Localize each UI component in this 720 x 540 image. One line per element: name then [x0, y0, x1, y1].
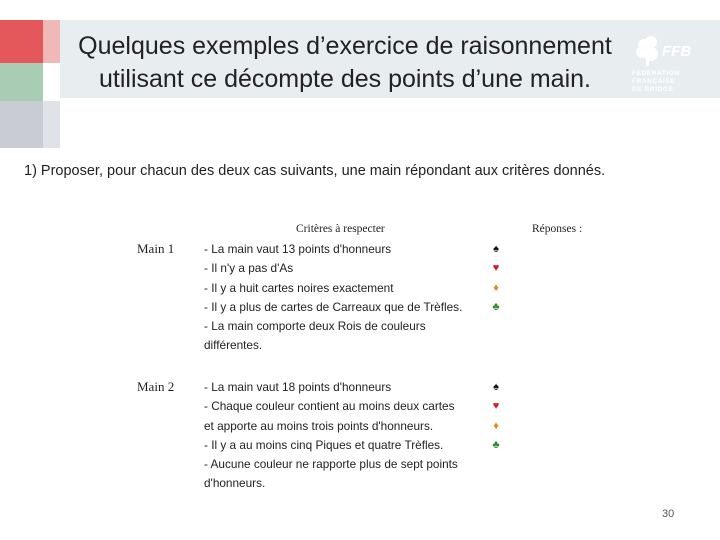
decor-gray-square — [0, 101, 43, 148]
criteria-line: - La main vaut 13 points d'honneurs — [204, 242, 392, 256]
club-icon: ♣ — [492, 300, 500, 313]
heart-icon: ♥ — [492, 262, 500, 275]
logo-line-3: DE BRIDGE — [632, 86, 674, 93]
heart-icon: ♥ — [492, 400, 500, 413]
main-1-label: Main 1 — [137, 241, 175, 256]
diamond-icon: ♦ — [493, 419, 499, 432]
spade-icon: ♠ — [493, 243, 499, 255]
ffb-logo — [628, 32, 708, 94]
main-1-criteria — [204, 240, 489, 356]
criteria-line: - Il y a huit cartes noires exactement — [204, 280, 394, 295]
question-text: 1) Proposer, pour chacun des deux cas suivants, une main répondant aux critères donnés. — [24, 163, 606, 179]
page-number: 30 — [662, 508, 675, 520]
criteria-line: - Chaque couleur contient au moins deux cartes — [204, 399, 455, 414]
criteria-line: - Il n'y a pas d'As — [204, 261, 294, 276]
decor-gray-strip — [43, 101, 60, 148]
logo-line-2: FRANÇAISE — [632, 78, 676, 85]
criteria-line: et apporte au moins trois points d'honneurs. — [204, 418, 434, 433]
criteria-line: - Il y a plus de cartes de Carreaux que de Trèfles. — [204, 299, 463, 314]
criteria-line: différentes. — [204, 338, 263, 353]
decor-pink-strip — [43, 20, 60, 63]
criteria-line: - La main vaut 18 points d'honneurs — [204, 380, 392, 394]
main-2-label: Main 2 — [137, 379, 175, 394]
answers-header: Réponses : — [532, 223, 583, 235]
club-icon: ♣ — [492, 438, 500, 451]
logo-mark-text: FFB — [662, 43, 692, 60]
diamond-icon: ♦ — [493, 281, 499, 294]
criteria-line: - Aucune couleur ne rapporte plus de sept points — [204, 457, 458, 472]
logo-line-1: FEDERATION — [632, 70, 680, 77]
criteria-line: d'honneurs. — [204, 476, 266, 491]
slide-title — [60, 30, 630, 96]
main-2-suits — [489, 378, 503, 455]
criteria-line: - La main comporte deux Rois de couleurs — [204, 319, 426, 334]
slide-title-line-2: utilisant ce décompte des points d’une main. — [99, 65, 591, 93]
slide-title-line-1: Quelques exemples d’exercice de raisonnement — [78, 32, 612, 60]
criteria-line: - Il y a au moins cinq Piques et quatre Trèfles. — [204, 437, 444, 452]
ffb-logo-icon — [632, 34, 704, 68]
main-1-suits — [489, 240, 503, 317]
main-2-criteria — [204, 378, 489, 494]
decor-green-square — [0, 63, 43, 101]
decor-red-square — [0, 20, 43, 63]
spade-icon: ♠ — [493, 381, 499, 393]
criteria-header: Critères à respecter — [296, 223, 385, 235]
